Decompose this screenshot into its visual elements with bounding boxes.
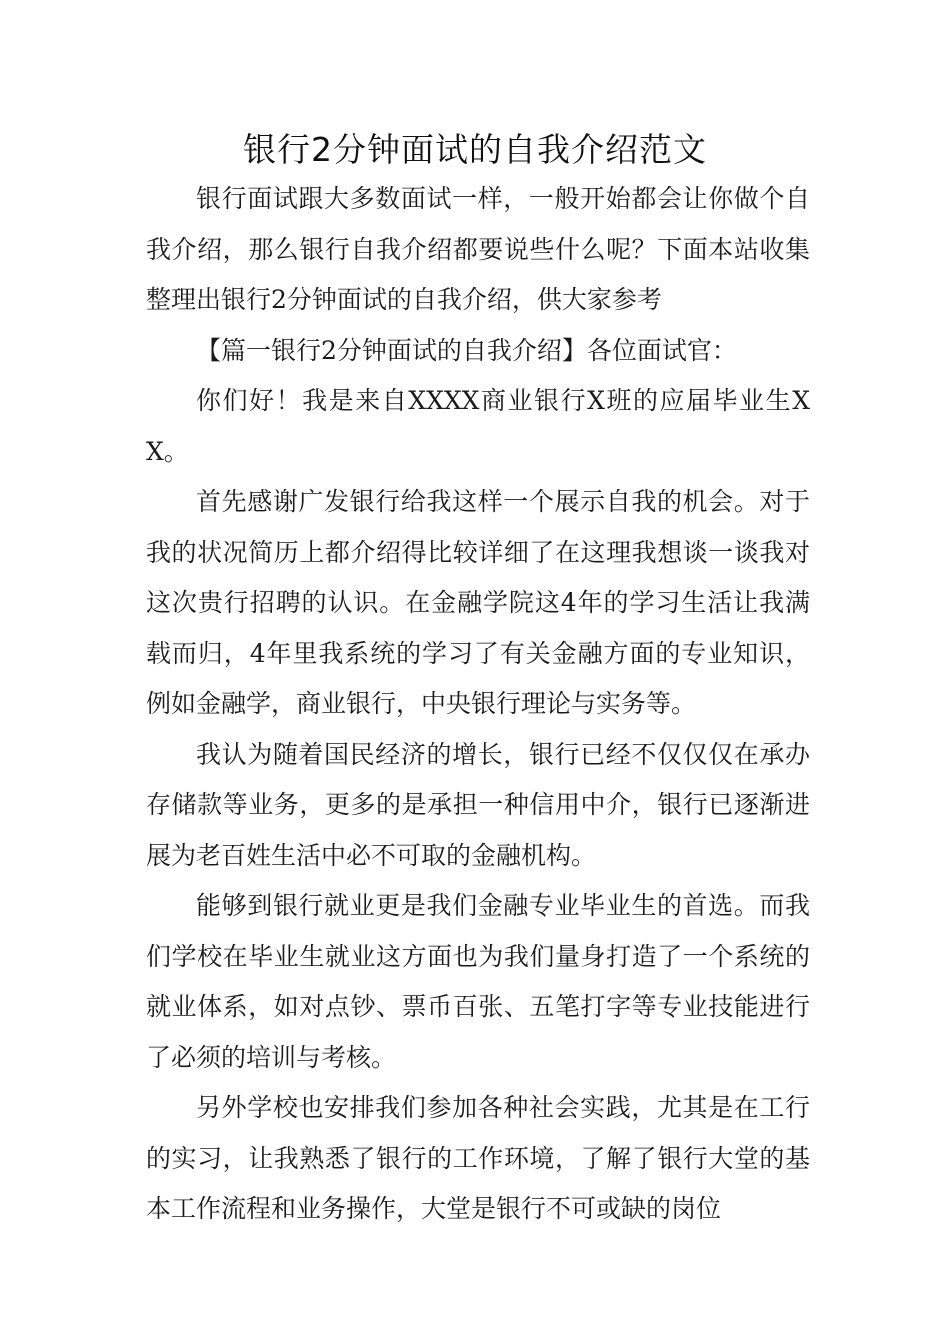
document-body — [146, 174, 810, 1235]
paragraph-practice: 另外学校也安排我们参加各种社会实践，尤其是在工行的实习，让我熟悉了银行的工作环境，了解了银行大堂的基本工作流程和业务操作，大堂是银行不可或缺的岗位 — [146, 1093, 810, 1223]
paragraph-employment: 能够到银行就业更是我们金融专业毕业生的首选。而我们学校在毕业生就业这方面也为我们量身打造了一个系统的就业体系，如对点钞、票币百张、五笔打字等专业技能进行了必须的培训与考核。 — [146, 891, 810, 1072]
paragraph-intro: 银行面试跟大多数面试一样，一般开始都会让你做个自我介绍，那么银行自我介绍都要说些什么呢？下面本站收集整理出银行2分钟面试的自我介绍，供大家参考 — [146, 184, 810, 314]
paragraph-greeting: 你们好！我是来自XXXX商业银行X班的应届毕业生XX。 — [146, 386, 810, 466]
paragraph-section-heading: 【篇一银行2分钟面试的自我介绍】各位面试官： — [196, 335, 737, 365]
paragraph-bank-role: 我认为随着国民经济的增长，银行已经不仅仅仅在承办存储款等业务，更多的是承担一种信用中介，银行已逐渐进展为老百姓生活中必不可取的金融机构。 — [146, 739, 810, 870]
paragraph-thanks: 首先感谢广发银行给我这样一个展示自我的机会。对于我的状况简历上都介绍得比较详细了在这理我想谈一谈我对这次贵行招聘的认识。在金融学院这4年的学习生活让我满载而归，4年里我系统的学习了有关金融方面的专业知识，例如金融学，商业银行，中央银行理论与实务等。 — [146, 487, 810, 718]
document-title: 银行2分钟面试的自我介绍范文 — [243, 130, 707, 169]
